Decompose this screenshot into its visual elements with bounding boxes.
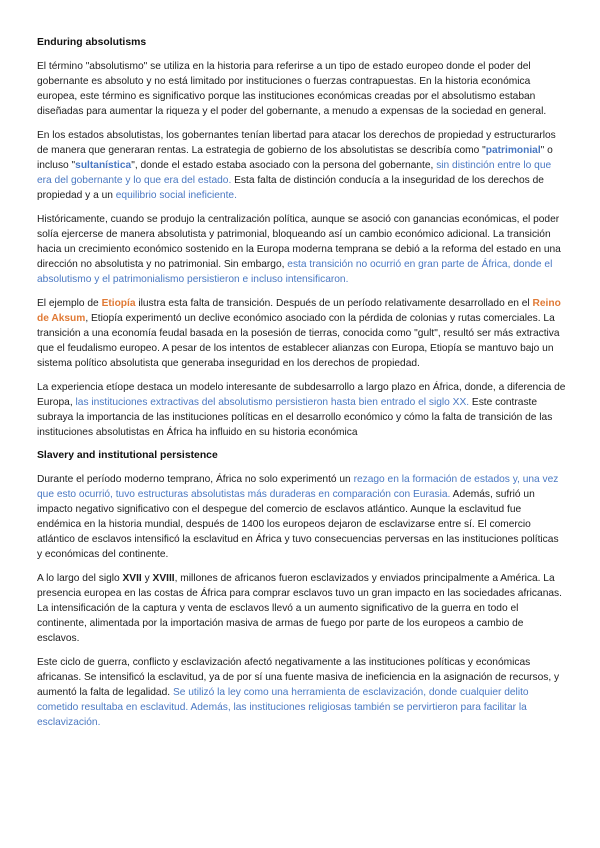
- paragraph-text: Este ciclo de guerra, conflicto y esclavización afectó negativamente a las instituciones políticas y económicas africanas. Se intensificó la esclavitud, ya de por sí una fuente masiva de ineficiencia en la asignación de recursos, y aumentó la falta de legalidad.: [37, 657, 560, 698]
- paragraph-text: En los estados absolutistas, los gobernantes tenían libertad para atacar los derechos de propiedad y estructurarlos de manera que generaran rentas. La estrategia de gobierno de los absolutistas se describía como ": [37, 130, 556, 156]
- paragraph-ethiopian-experience: [37, 380, 566, 440]
- paragraph-text: Esta falta de distinción conducía a la inseguridad de los derechos de propiedad y a un: [37, 175, 544, 201]
- paragraph-centuries-slavery: [37, 571, 566, 646]
- keyword-xvii: XVII: [122, 573, 142, 584]
- section-title-enduring-absolutisms: Enduring absolutisms: [37, 37, 147, 48]
- paragraph-text: El ejemplo de: [37, 298, 102, 309]
- keyword-patrimonial: patrimonial: [485, 145, 541, 156]
- highlight-inefficient-equilibrium: equilibrio social ineficiente.: [115, 190, 237, 201]
- paragraph-ethiopia-example: [37, 296, 566, 371]
- keyword-sultanistica: sultanística: [75, 160, 132, 171]
- paragraph-text: Históricamente, cuando se produjo la centralización política, aunque se asoció con ganancias económicas, el poder solía ejercerse de manera absolutista y patrimonial, bloqueando así un cambio económico adicional. La transición hacia un crecimiento económico sostenido en la Europa moderna temprana se debió a la reforma del estado en una dirección no absolutista y no patrimonial. Sin embargo,: [37, 214, 561, 270]
- paragraph-text: A lo largo del siglo: [37, 573, 123, 584]
- paragraph-text: , millones de africanos fueron esclavizados y enviados principalmente a América. La presencia europea en las costas de África para comprar esclavos tuvo un gran impacto en las sociedades africanas. La intensificación de la captura y venta de esclavos llevó a un aumento significativo de la guerra en todo el continente, alimentada por la importación masiva de armas de fuego por parte de los europeos a cambio de esclavos.: [37, 573, 562, 644]
- paragraph-absolutist-states: [37, 128, 566, 203]
- paragraph-text: y: [141, 573, 153, 584]
- paragraph-historical-centralization: [37, 212, 566, 287]
- paragraph-text: El término "absolutismo" se utiliza en la historia para referirse a un tipo de estado europeo donde el poder del gobernante es absoluto y no está limitado por instituciones o fuerzas contrapuestas. En la historia económica europea, este término es significativo porque las instituciones económicas creadas por el absolutismo estaban diseñadas para aumentar la riqueza y el poder del gobernante, a menudo a expensas de la sociedad en general.: [37, 61, 547, 117]
- section-title-slavery: Slavery and institutional persistence: [37, 450, 218, 461]
- keyword-etiopia: Etiopía: [101, 298, 136, 309]
- paragraph-text: Además, sufrió un impacto negativo significativo con el despegue del comercio de esclavos atlántico. Aunque la esclavitud fue endémica en la historia mundial, después de 1400 los europeos dejaron de esclavizarse entre sí. El comercio atlántico de esclavos intensificó la esclavitud en África y tuvo consecuencias perversas en las instituciones políticas y económicas del continente.: [37, 489, 559, 560]
- highlight-no-distinction: sin distinción entre lo que era del gobernante y lo que era del estado.: [37, 160, 552, 186]
- highlight-state-formation-lag: rezago en la formación de estados y, una vez que esto ocurrió, tuvo estructuras absolutistas más duraderas en comparación con Eurasia.: [37, 474, 559, 500]
- paragraph-early-modern-africa: [37, 472, 566, 562]
- paragraph-text: ilustra esta falta de transición. Después de un período relativamente desarrollado en el: [135, 298, 533, 309]
- paragraph-text: Durante el período moderno temprano, África no solo experimentó un: [37, 474, 354, 485]
- paragraph-text: La experiencia etíope destaca un modelo interesante de subdesarrollo a largo plazo en África, donde, a diferencia de Europa,: [37, 382, 566, 408]
- keyword-reino-de-aksum: Reino de Aksum: [37, 298, 561, 324]
- paragraph-text: ", donde el estado estaba asociado con la persona del gobernante,: [131, 160, 437, 171]
- paragraph-war-cycle: [37, 655, 566, 730]
- paragraph-absolutism-definition: [37, 59, 566, 119]
- highlight-law-as-tool: Se utilizó la ley como una herramienta de esclavización, donde cualquier delito cometido resultaba en esclavitud. Además, las instituciones religiosas también se pervirtieron para facilitar la esclavización.: [37, 687, 529, 728]
- paragraph-text: Este contraste subraya la importancia de las instituciones políticas en el desarrollo económico y cómo la falta de transición de las instituciones absolutistas en África ha influido en su historia económica: [37, 397, 553, 438]
- highlight-africa-transition: esta transición no ocurrió en gran parte de África, donde el absolutismo y el patrimonialismo persistieron e incluso intensificaron.: [37, 259, 553, 285]
- paragraph-text: , Etiopía experimentó un declive económico asociado con la pérdida de colonias y rutas comerciales. La transición a una economía feudal basada en la posesión de tierras, conocida como "gult", resultó ser más extractiva que el feudalismo europeo. A pesar de los intentos de establecer alianzas con Europa, Etiopía se mantuvo bajo un sistema político absolutista que generaba inseguridad en los derechos de propiedad.: [37, 313, 560, 369]
- paragraph-text: " o incluso ": [37, 145, 553, 171]
- keyword-xviii: XVIII: [152, 573, 175, 584]
- highlight-extractive-institutions: las instituciones extractivas del absolutismo persistieron hasta bien entrado el siglo XX.: [75, 397, 470, 408]
